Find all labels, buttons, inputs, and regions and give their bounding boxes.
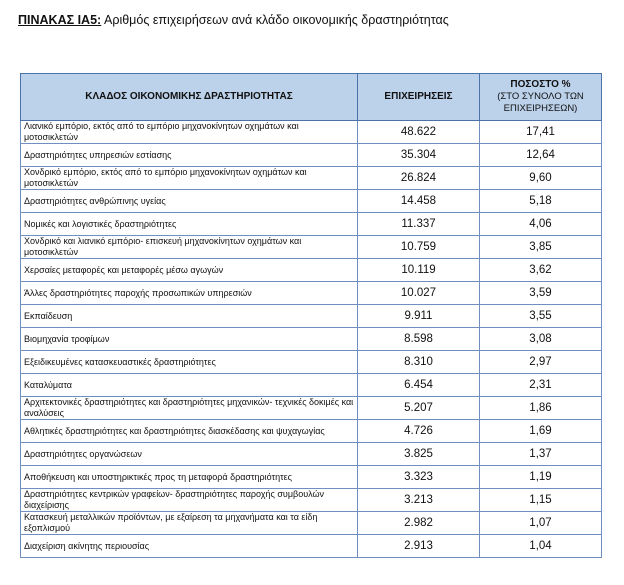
cell-activity-text: Εκπαίδευση	[24, 310, 73, 321]
cell-activity	[21, 213, 358, 236]
cell-activity-text: Διαχείριση ακίνητης περιουσίας	[24, 540, 150, 551]
cell-businesses: 10.027	[358, 282, 480, 305]
cell-businesses: 48.622	[358, 121, 480, 144]
cell-percent: 3,59	[480, 282, 602, 305]
cell-businesses: 2.913	[358, 535, 480, 558]
table-row	[21, 328, 602, 351]
cell-businesses: 14.458	[358, 190, 480, 213]
cell-businesses: 5.207	[358, 397, 480, 420]
cell-activity	[21, 397, 358, 420]
cell-activity-text: Κατασκευή μεταλλικών προϊόντων, με εξαίρεση τα μηχανήματα και τα είδη εξοπλισμού	[24, 512, 318, 533]
cell-businesses: 35.304	[358, 144, 480, 167]
table-header-row	[21, 74, 602, 121]
cell-businesses: 3.213	[358, 489, 480, 512]
table-row	[21, 167, 602, 190]
cell-businesses: 3.323	[358, 466, 480, 489]
cell-activity-text: Καταλύματα	[24, 379, 72, 390]
cell-activity	[21, 420, 358, 443]
cell-percent: 1,15	[480, 489, 602, 512]
cell-percent: 9,60	[480, 167, 602, 190]
cell-activity	[21, 512, 358, 535]
cell-percent: 17,41	[480, 121, 602, 144]
cell-activity	[21, 443, 358, 466]
cell-activity-text: Χονδρικό και λιανικό εμπόριο- επισκευή μηχανοκίνητων οχημάτων και μοτοσικλετών	[24, 236, 302, 257]
table-row	[21, 236, 602, 259]
cell-activity	[21, 535, 358, 558]
cell-businesses: 8.310	[358, 351, 480, 374]
table-row	[21, 397, 602, 420]
table-row	[21, 374, 602, 397]
table-row	[21, 466, 602, 489]
cell-percent: 1,04	[480, 535, 602, 558]
cell-percent: 1,07	[480, 512, 602, 535]
table-title-text: Αριθμός επιχειρήσεων ανά κλάδο οικονομικής δραστηριότητας	[104, 13, 449, 27]
cell-activity-text: Νομικές και λογιστικές δραστηριότητες	[24, 218, 177, 229]
table-row	[21, 512, 602, 535]
cell-activity	[21, 167, 358, 190]
table-title	[18, 13, 449, 27]
cell-activity-text: Εξειδικευμένες κατασκευαστικές δραστηριότητες	[24, 356, 216, 367]
cell-activity-text: Άλλες δραστηριότητες παροχής προσωπικών υπηρεσιών	[24, 287, 252, 298]
cell-percent: 5,18	[480, 190, 602, 213]
cell-businesses: 10.759	[358, 236, 480, 259]
cell-activity	[21, 351, 358, 374]
header-percent-sub: (ΣΤΟ ΣΥΝΟΛΟ ΤΩΝ ΕΠΙΧΕΙΡΗΣΕΩΝ)	[497, 91, 584, 114]
table-row	[21, 259, 602, 282]
cell-activity-text: Αποθήκευση και υποστηρικτικές προς τη μεταφορά δραστηριότητες	[24, 471, 292, 482]
cell-businesses: 10.119	[358, 259, 480, 282]
cell-activity	[21, 489, 358, 512]
cell-businesses: 6.454	[358, 374, 480, 397]
table-row	[21, 305, 602, 328]
table-title-label: ΠΙΝΑΚΑΣ ΙΑ5:	[18, 13, 102, 27]
cell-activity-text: Αθλητικές δραστηριότητες και δραστηριότητες διασκέδασης και ψυχαγωγίας	[24, 425, 325, 436]
table-row	[21, 282, 602, 305]
cell-businesses: 26.824	[358, 167, 480, 190]
header-businesses: ΕΠΙΧΕΙΡΗΣΕΙΣ	[358, 74, 480, 121]
table-row	[21, 190, 602, 213]
table-row	[21, 489, 602, 512]
cell-percent: 1,69	[480, 420, 602, 443]
cell-activity	[21, 121, 358, 144]
cell-activity-text: Δραστηριότητες υπηρεσιών εστίασης	[24, 149, 172, 160]
cell-percent: 4,06	[480, 213, 602, 236]
table-row	[21, 213, 602, 236]
cell-activity	[21, 305, 358, 328]
cell-activity	[21, 282, 358, 305]
table-row	[21, 535, 602, 558]
table-row	[21, 121, 602, 144]
cell-percent: 2,31	[480, 374, 602, 397]
cell-activity	[21, 466, 358, 489]
table-row	[21, 351, 602, 374]
cell-businesses: 9.911	[358, 305, 480, 328]
cell-percent: 1,19	[480, 466, 602, 489]
cell-percent: 12,64	[480, 144, 602, 167]
header-percent-label: ΠΟΣΟΣΤΟ %	[510, 79, 571, 90]
cell-percent: 3,62	[480, 259, 602, 282]
cell-percent: 1,86	[480, 397, 602, 420]
cell-activity-text: Δραστηριότητες ανθρώπινης υγείας	[24, 195, 166, 206]
cell-percent: 1,37	[480, 443, 602, 466]
cell-percent: 3,85	[480, 236, 602, 259]
cell-activity-text: Δραστηριότητες κεντρικών γραφείων- δραστηριότητες παροχής συμβουλών διαχείρισης	[24, 489, 325, 510]
cell-businesses: 2.982	[358, 512, 480, 535]
business-activity-table	[20, 73, 602, 558]
cell-activity	[21, 259, 358, 282]
table-row	[21, 420, 602, 443]
cell-activity-text: Αρχιτεκτονικές δραστηριότητες και δραστηριότητες μηχανικών- τεχνικές δοκιμές και αναλύσεις	[24, 397, 354, 418]
cell-businesses: 8.598	[358, 328, 480, 351]
table-row	[21, 443, 602, 466]
cell-activity	[21, 190, 358, 213]
cell-percent: 3,55	[480, 305, 602, 328]
header-activity: ΚΛΑΔΟΣ ΟΙΚΟΝΟΜΙΚΗΣ ΔΡΑΣΤΗΡΙΟΤΗΤΑΣ	[21, 74, 358, 121]
header-percent	[480, 74, 602, 121]
cell-activity-text: Δραστηριότητες οργανώσεων	[24, 448, 142, 459]
cell-percent: 2,97	[480, 351, 602, 374]
cell-activity	[21, 144, 358, 167]
table-row	[21, 144, 602, 167]
cell-businesses: 4.726	[358, 420, 480, 443]
cell-percent: 3,08	[480, 328, 602, 351]
cell-businesses: 11.337	[358, 213, 480, 236]
cell-activity	[21, 374, 358, 397]
cell-activity-text: Βιομηχανία τροφίμων	[24, 333, 110, 344]
cell-activity-text: Χονδρικό εμπόριο, εκτός από το εμπόριο μηχανοκίνητων οχημάτων και μοτοσικλετών	[24, 167, 307, 188]
cell-activity-text: Λιανικό εμπόριο, εκτός από το εμπόριο μηχανοκίνητων οχημάτων και μοτοσικλετών	[24, 121, 299, 142]
cell-activity	[21, 236, 358, 259]
cell-businesses: 3.825	[358, 443, 480, 466]
cell-activity	[21, 328, 358, 351]
cell-activity-text: Χερσαίες μεταφορές και μεταφορές μέσω αγωγών	[24, 264, 224, 275]
